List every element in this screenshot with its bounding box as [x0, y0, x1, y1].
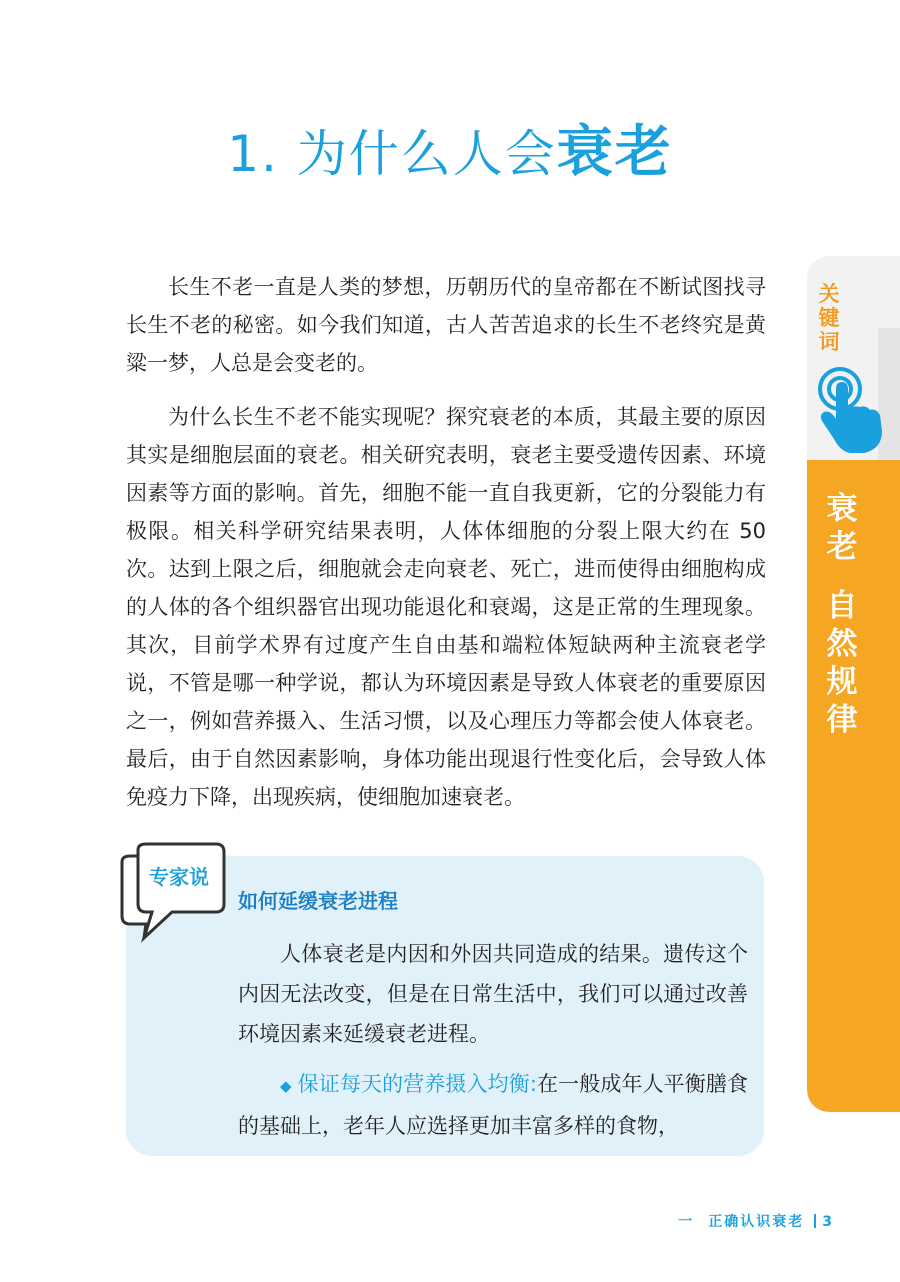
bullet-title: 保证每天的营养摄入均衡:: [297, 1072, 537, 1096]
footer-section: 正确认识衰老: [708, 1214, 805, 1230]
diamond-bullet-icon: ◆: [280, 1077, 292, 1095]
expert-paragraph: [238, 934, 748, 1054]
page-title: [0, 118, 900, 189]
body-paragraph-2: [126, 398, 766, 816]
expert-says-label: 专家说: [149, 865, 209, 889]
title-prefix: 1. 为什么人会: [227, 125, 557, 183]
page-number: 3: [822, 1214, 834, 1230]
expert-bullet: [238, 1064, 748, 1146]
hand-tap-icon: [810, 365, 890, 457]
page-footer: [678, 1210, 834, 1234]
expert-heading: 如何延缓衰老进程: [238, 889, 398, 913]
keyword-label: 关键词: [818, 282, 840, 354]
expert-paragraph-text: 人体衰老是内因和外因共同造成的结果。遗传这个内因无法改变，但是在日常生活中，我们可以通过改善环境因素来延缓衰老进程。: [238, 942, 748, 1046]
body-paragraph-1: [126, 268, 766, 382]
keyword-aging: 衰老: [826, 491, 858, 565]
footer-separator: [814, 1214, 816, 1228]
paragraph-text: 为什么长生不老不能实现呢？探究衰老的本质，其最主要的原因其实是细胞层面的衰老。相关研究表明，衰老主要受遗传因素、环境因素等方面的影响。首先，细胞不能一直自我更新，它的分裂能力有极限。相关科学研究结果表明，人体体细胞的分裂上限大约在 50 次。达到上限之后，细胞就会走向衰老、死亡，进而使得由细胞构成的人体的各个组织器官出现功能退化和衰竭，这是正常的生理现象。其次，目前学术界有过度产生自由基和端粒体短缺两种主流衰老学说，不管是哪一种学说，都认为环境因素是导致人体衰老的重要原因之一，例如营养摄入、生活习惯，以及心理压力等都会使人体衰老。最后，由于自然因素影响，身体功能出现退行性变化后，会导致人体免疫力下降，出现疾病，使细胞加速衰老。: [126, 405, 766, 809]
title-emphasis: 衰老: [556, 120, 673, 185]
keyword-natural-law: 自然规律: [826, 588, 858, 738]
footer-dash: 一: [678, 1214, 695, 1230]
bullet-text: 在一般成年人平衡膳食的基础上，老年人应选择更加丰富多样的食物，: [238, 1072, 749, 1138]
paragraph-text: 长生不老一直是人类的梦想，历朝历代的皇帝都在不断试图找寻长生不老的秘密。如今我们知道，古人苦苦追求的长生不老终究是黄粱一梦，人总是会变老的。: [126, 275, 766, 375]
